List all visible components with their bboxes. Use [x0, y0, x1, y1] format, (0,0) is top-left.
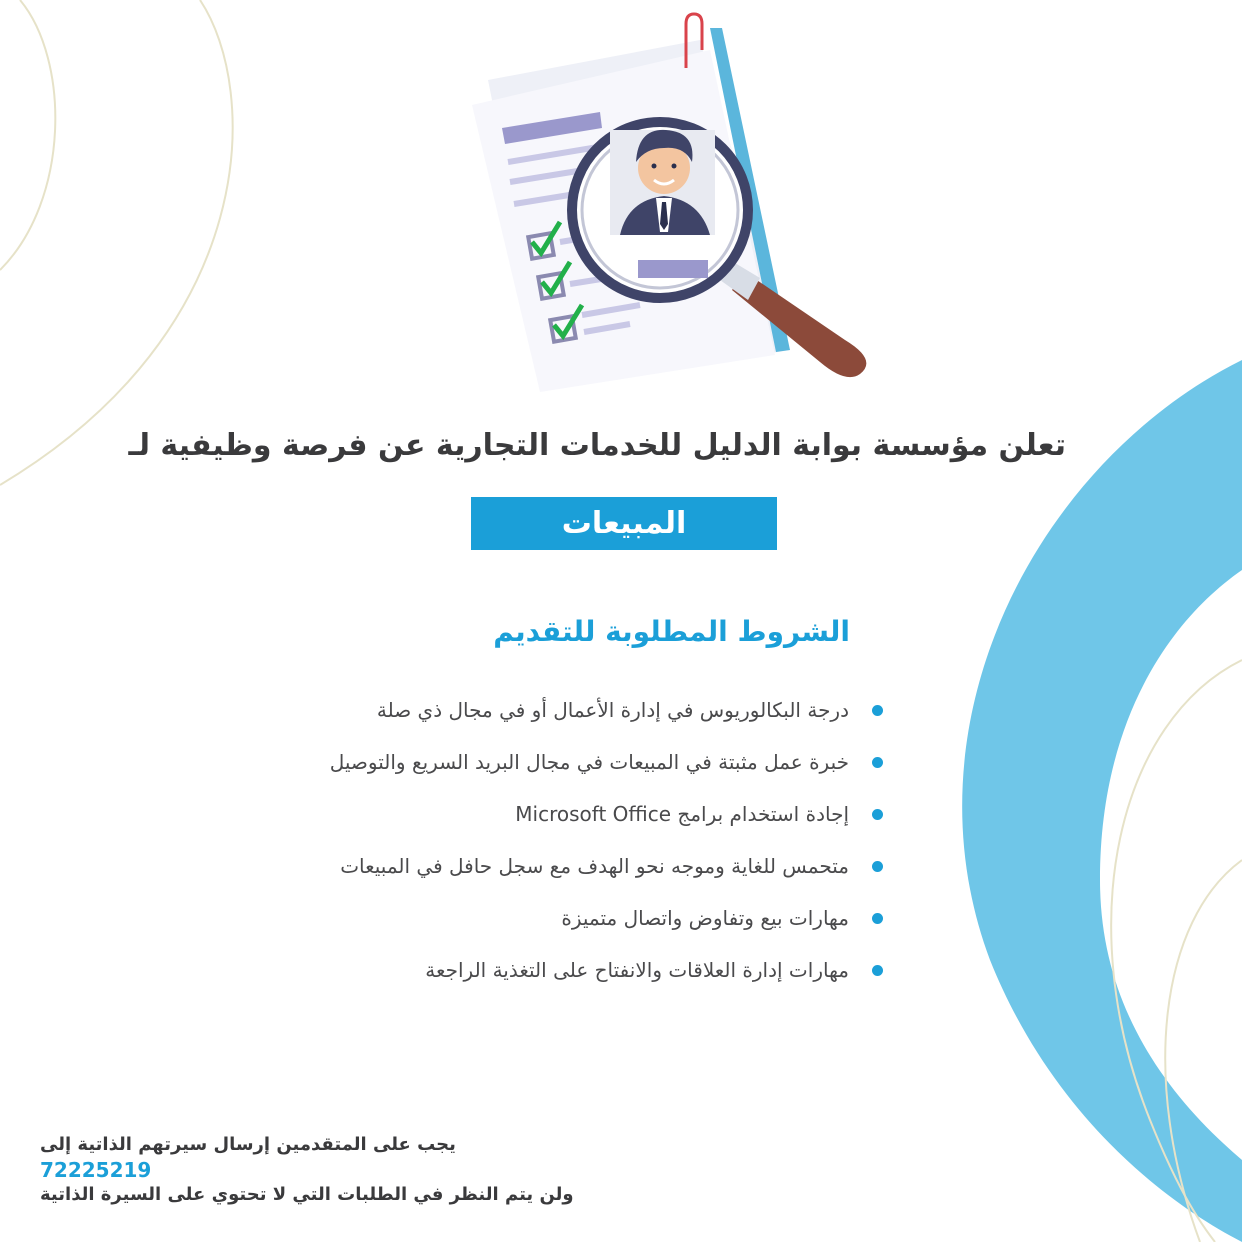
requirements-title: الشروط المطلوبة للتقديم: [493, 615, 850, 648]
bullet-dot-icon: [872, 757, 883, 768]
decor-arc-outer: [0, 0, 233, 485]
footer-note: ولن يتم النظر في الطلبات التي لا تحتوي على السيرة الذاتية: [40, 1184, 574, 1205]
requirements-list: [200, 684, 885, 996]
list-item: [200, 944, 885, 996]
bullet-dot-icon: [872, 809, 883, 820]
bullet-dot-icon: [872, 913, 883, 924]
decor-arc-inner: [0, 0, 55, 270]
list-item: [200, 684, 885, 736]
list-item: [200, 892, 885, 944]
blue-wave: [962, 360, 1242, 1242]
list-item: [200, 788, 885, 840]
footer-phone-number[interactable]: 72225219: [40, 1158, 152, 1182]
lens-name-bar: [638, 260, 708, 278]
resume-magnifier-illustration: [460, 10, 890, 400]
footer-instruction: يجب على المتقدمين إرسال سيرتهم الذاتية إلى: [40, 1134, 456, 1155]
requirement-text: إجادة استخدام برامج Microsoft Office: [515, 802, 849, 826]
job-title-badge: المبيعات: [471, 497, 777, 550]
requirement-text: خبرة عمل مثبتة في المبيعات في مجال البريد السريع والتوصيل: [329, 750, 849, 774]
list-item: [200, 736, 885, 788]
list-item: [200, 840, 885, 892]
bullet-dot-icon: [872, 965, 883, 976]
avatar: [610, 130, 715, 235]
bullet-dot-icon: [872, 705, 883, 716]
requirement-text: درجة البكالوريوس في إدارة الأعمال أو في مجال ذي صلة: [376, 698, 849, 722]
footer: [40, 1132, 600, 1208]
bullet-dot-icon: [872, 861, 883, 872]
headline: تعلن مؤسسة بوابة الدليل للخدمات التجارية عن فرصة وظيفية لـ: [128, 428, 1066, 463]
requirement-text: مهارات بيع وتفاوض واتصال متميزة: [561, 906, 849, 930]
requirement-text: مهارات إدارة العلاقات والانفتاح على التغذية الراجعة: [425, 958, 849, 982]
requirement-text: متحمس للغاية وموجه نحو الهدف مع سجل حافل في المبيعات: [340, 854, 849, 878]
